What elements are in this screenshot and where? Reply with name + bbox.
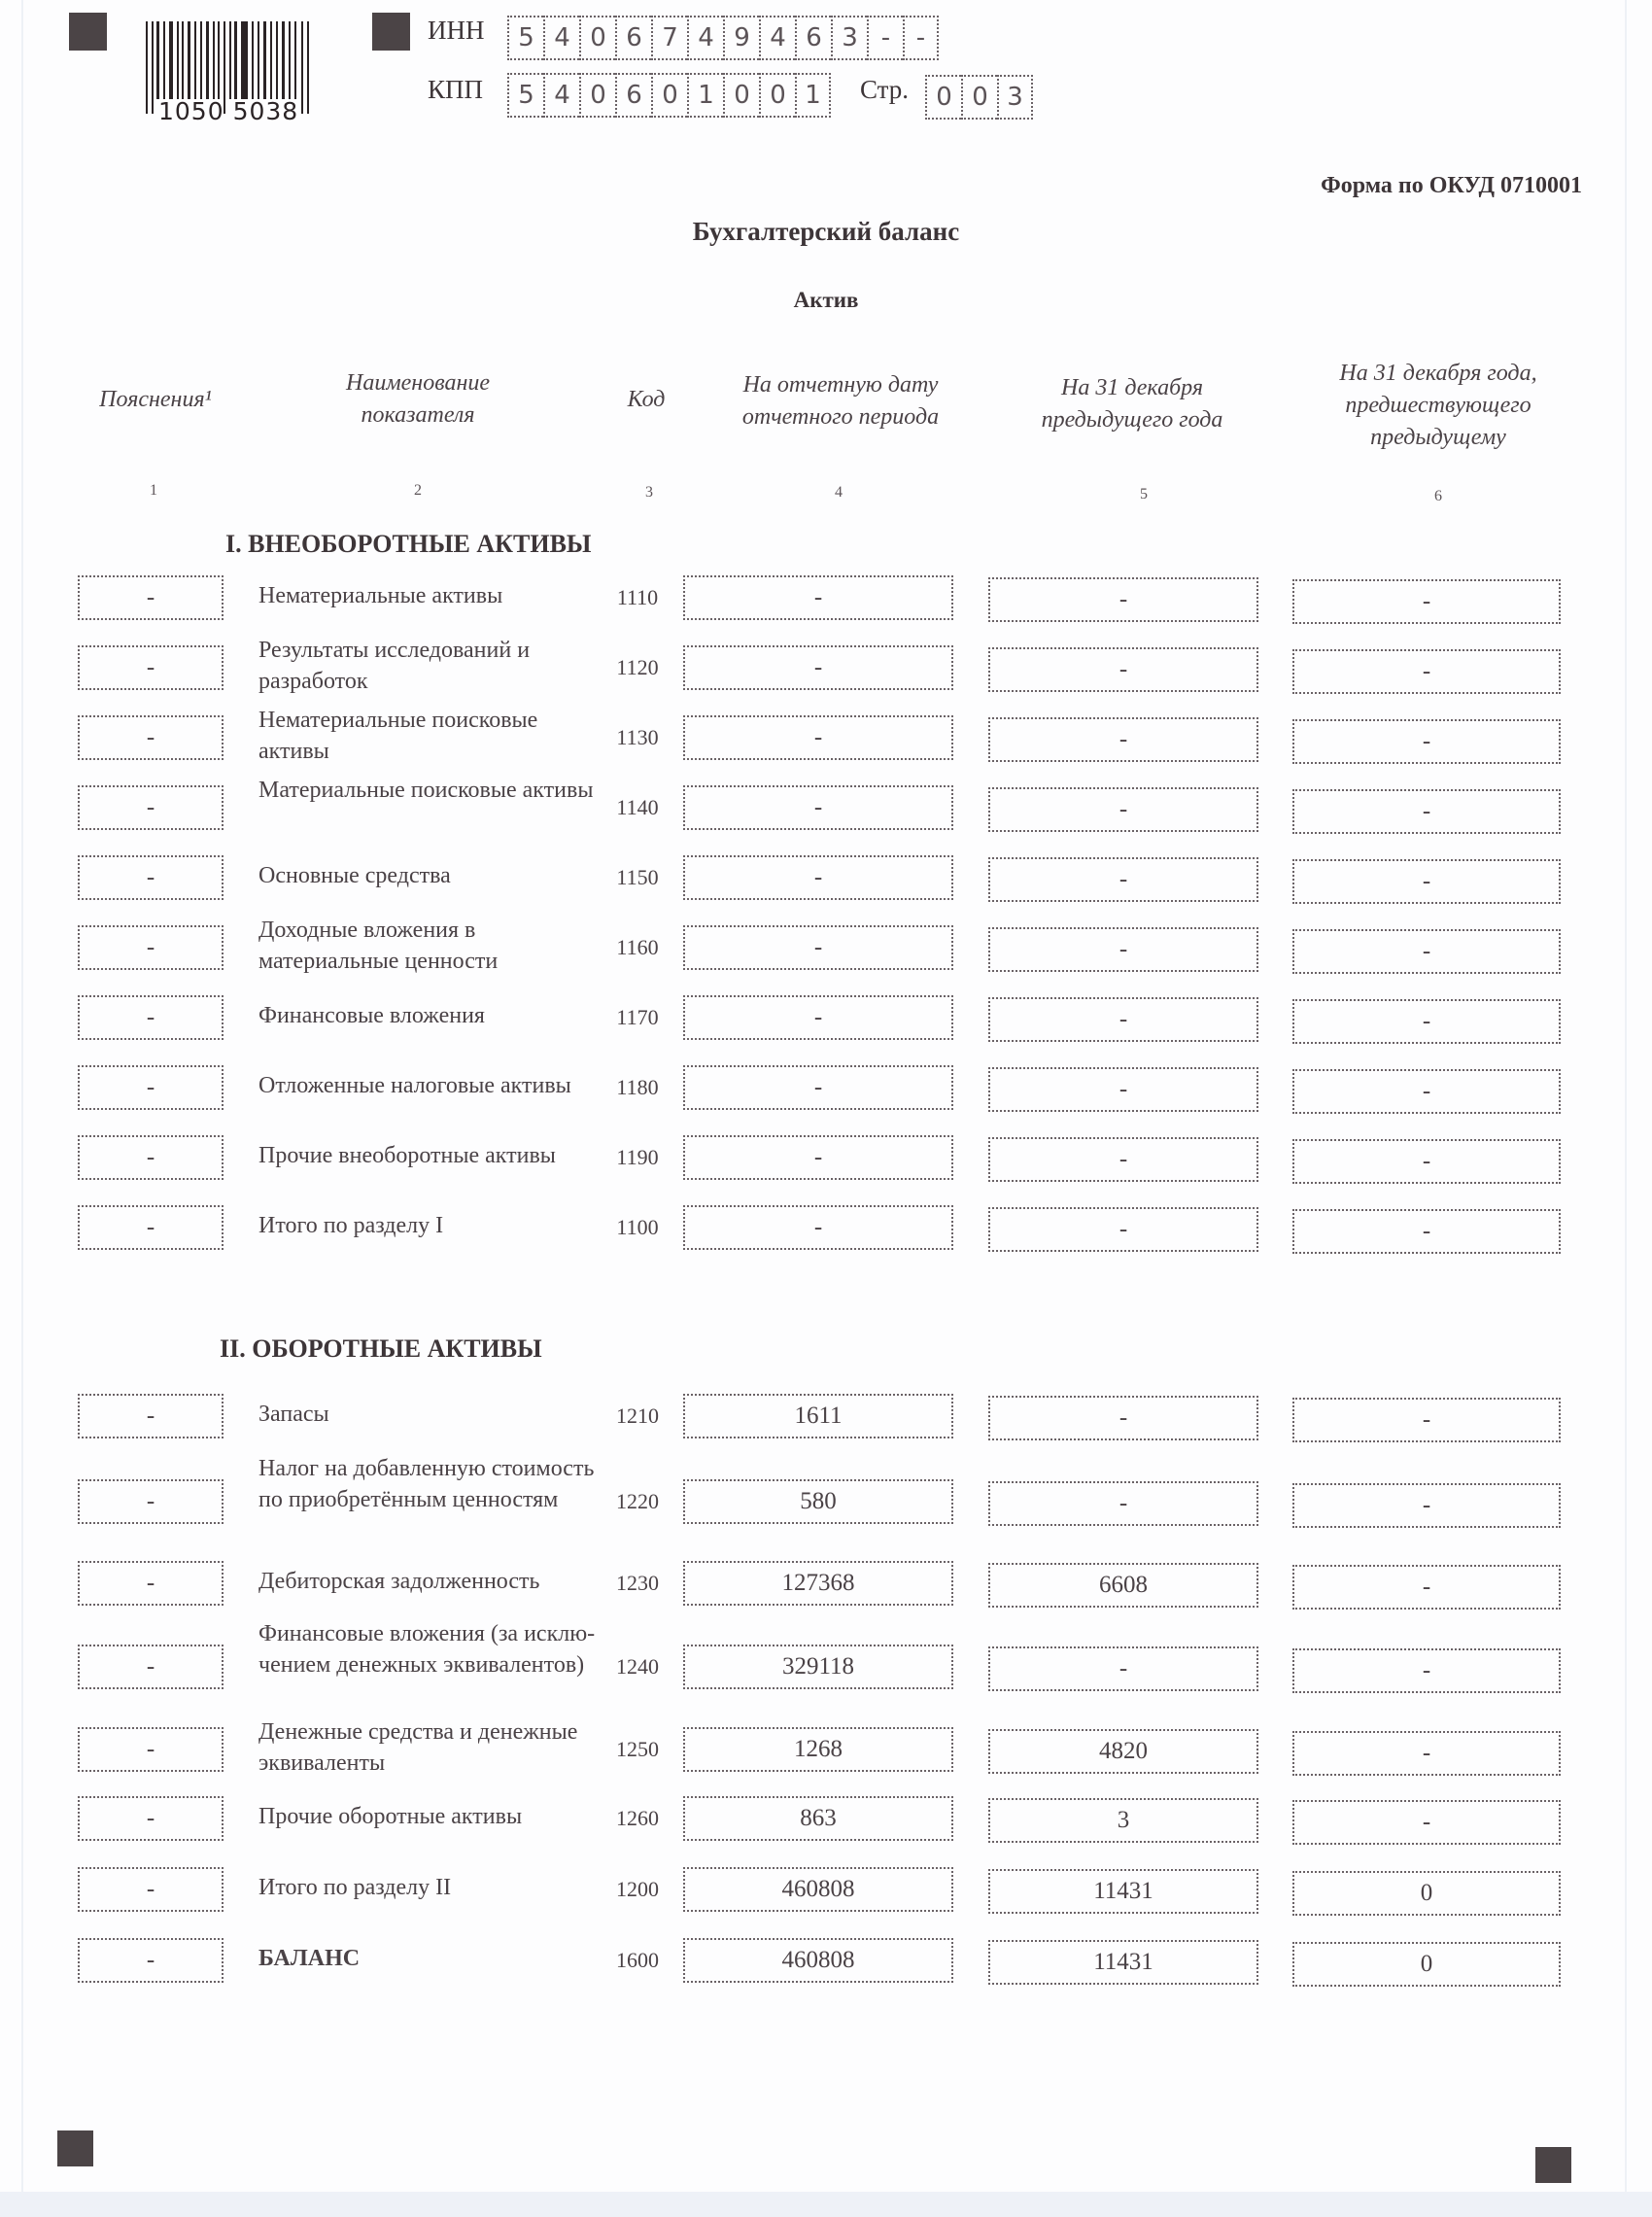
- inn-digit: 7: [651, 16, 687, 60]
- inn-digit: 0: [579, 16, 615, 60]
- page-digit: 0: [961, 75, 997, 120]
- notes-field[interactable]: -: [78, 715, 224, 760]
- indicator-label: Результаты исследований и разработок: [258, 638, 531, 694]
- line-code: 1180: [616, 1075, 659, 1099]
- indicator-label: Запасы: [258, 1402, 329, 1427]
- current-period-value-field[interactable]: -: [683, 575, 953, 620]
- current-period-value-field[interactable]: -: [683, 1065, 953, 1110]
- current-period-value-field[interactable]: -: [683, 1205, 953, 1250]
- prev2-year-value-field[interactable]: -: [1292, 1398, 1561, 1442]
- notes-field[interactable]: -: [78, 1479, 224, 1524]
- column-header-current: На отчетную дату отчетного периода: [741, 372, 940, 430]
- barcode-number: 1050 5038: [158, 97, 299, 125]
- notes-field[interactable]: -: [78, 1867, 224, 1912]
- prev2-year-value-field[interactable]: -: [1292, 999, 1561, 1044]
- section-title-noncurrent-assets: I. ВНЕОБОРОТНЫЕ АКТИВЫ: [225, 530, 592, 558]
- notes-field[interactable]: -: [78, 855, 224, 900]
- page-edge-left: [21, 0, 23, 2217]
- prev-year-value-field[interactable]: -: [988, 577, 1258, 622]
- indicator-label: Прочие оборотные активы: [258, 1804, 523, 1829]
- inn-digit: -: [867, 16, 903, 60]
- prev-year-value-field[interactable]: -: [988, 1646, 1258, 1691]
- notes-field[interactable]: -: [78, 1205, 224, 1250]
- inn-digit: 4: [687, 16, 723, 60]
- indicator-label: Налог на добавленную стоимость по приобретённым ценностям: [258, 1456, 595, 1512]
- page-digit: 0: [925, 75, 961, 120]
- prev-year-value-field[interactable]: -: [988, 1207, 1258, 1252]
- alignment-marker-top-center: [372, 13, 410, 51]
- line-code: 1120: [616, 655, 659, 679]
- kpp-digit: 0: [579, 73, 615, 118]
- alignment-marker-bottom-left: [57, 2130, 93, 2166]
- document-title: Бухгалтерский баланс: [692, 217, 960, 246]
- indicator-label: Прочие внеоборотные активы: [258, 1143, 556, 1168]
- indicator-label: Доходные вложения в материальные ценности: [258, 918, 499, 974]
- prev-year-value-field[interactable]: -: [988, 1396, 1258, 1440]
- kpp-digit: 0: [759, 73, 795, 118]
- page-number-field: [925, 75, 1033, 120]
- prev-year-value-field[interactable]: 6608: [988, 1563, 1258, 1608]
- indicator-label: Денежные средства и денежные эквиваленты: [258, 1719, 578, 1776]
- current-period-value-field[interactable]: 127368: [683, 1561, 953, 1606]
- prev2-year-value-field[interactable]: -: [1292, 649, 1561, 694]
- notes-field[interactable]: -: [78, 1394, 224, 1438]
- prev-year-value-field[interactable]: -: [988, 1067, 1258, 1112]
- prev-year-value-field[interactable]: -: [988, 647, 1258, 692]
- prev-year-value-field[interactable]: -: [988, 787, 1258, 832]
- prev-year-value-field[interactable]: -: [988, 717, 1258, 762]
- prev2-year-value-field[interactable]: -: [1292, 1800, 1561, 1845]
- prev-year-value-field[interactable]: -: [988, 1137, 1258, 1182]
- indicator-label: Итого по разделу II: [258, 1875, 452, 1900]
- current-period-value-field[interactable]: -: [683, 1135, 953, 1180]
- notes-field[interactable]: -: [78, 575, 224, 620]
- prev2-year-value-field[interactable]: -: [1292, 1648, 1561, 1693]
- notes-field[interactable]: -: [78, 1727, 224, 1772]
- notes-field[interactable]: -: [78, 1645, 224, 1689]
- current-period-value-field[interactable]: 329118: [683, 1645, 953, 1689]
- alignment-marker-top-left: [69, 13, 107, 51]
- document-subtitle: Актив: [793, 288, 859, 312]
- current-period-value-field[interactable]: -: [683, 645, 953, 690]
- prev2-year-value-field[interactable]: -: [1292, 929, 1561, 974]
- column-number-3: 3: [645, 484, 653, 501]
- line-code: 1170: [616, 1005, 659, 1029]
- column-number-5: 5: [1140, 486, 1148, 502]
- indicator-label: Итого по разделу I: [258, 1213, 444, 1238]
- prev-year-value-field[interactable]: -: [988, 857, 1258, 902]
- inn-digit: 4: [543, 16, 579, 60]
- column-header-notes: Пояснения¹: [99, 387, 212, 412]
- line-code: 1190: [616, 1145, 659, 1169]
- column-header-code: Код: [627, 387, 666, 412]
- indicator-label: Нематериальные активы: [258, 583, 503, 608]
- indicator-label: Отложенные налоговые активы: [258, 1073, 571, 1098]
- kpp-digit: 0: [651, 73, 687, 118]
- indicator-label: Материальные поисковые активы: [258, 778, 594, 803]
- prev-year-value-field[interactable]: 3: [988, 1798, 1258, 1843]
- prev-year-value-field[interactable]: 11431: [988, 1940, 1258, 1985]
- line-code: 1240: [616, 1654, 659, 1679]
- line-code: 1200: [616, 1877, 659, 1901]
- kpp-digit: 5: [507, 73, 543, 118]
- inn-field: [507, 16, 939, 60]
- current-period-value-field[interactable]: -: [683, 995, 953, 1040]
- prev-year-value-field[interactable]: -: [988, 927, 1258, 972]
- current-period-value-field[interactable]: -: [683, 925, 953, 970]
- inn-label: ИНН: [428, 16, 485, 45]
- prev2-year-value-field[interactable]: -: [1292, 789, 1561, 834]
- inn-digit: 6: [615, 16, 651, 60]
- inn-digit: 6: [795, 16, 831, 60]
- prev2-year-value-field[interactable]: -: [1292, 1209, 1561, 1254]
- column-number-4: 4: [835, 484, 843, 501]
- current-period-value-field[interactable]: -: [683, 715, 953, 760]
- page-digit: 3: [997, 75, 1033, 120]
- column-header-indicator: Наименование показателя: [345, 370, 491, 428]
- prev-year-value-field[interactable]: 4820: [988, 1729, 1258, 1774]
- line-code: 1130: [616, 725, 659, 749]
- column-number-2: 2: [414, 482, 422, 499]
- prev2-year-value-field[interactable]: 0: [1292, 1942, 1561, 1987]
- notes-field[interactable]: -: [78, 1135, 224, 1180]
- column-number-6: 6: [1434, 488, 1442, 504]
- notes-field[interactable]: -: [78, 1796, 224, 1841]
- line-code: 1260: [616, 1806, 659, 1830]
- page-edge-right: [1625, 0, 1627, 2217]
- notes-field[interactable]: -: [78, 1938, 224, 1983]
- kpp-digit: 6: [615, 73, 651, 118]
- prev2-year-value-field[interactable]: -: [1292, 1483, 1561, 1528]
- current-period-value-field[interactable]: 580: [683, 1479, 953, 1524]
- notes-field[interactable]: -: [78, 785, 224, 830]
- inn-digit: 4: [759, 16, 795, 60]
- inn-digit: -: [903, 16, 939, 60]
- line-code: 1250: [616, 1737, 659, 1761]
- line-code: 1600: [616, 1948, 659, 1972]
- line-code: 1230: [616, 1571, 659, 1595]
- line-code: 1210: [616, 1403, 659, 1428]
- line-code: 1100: [616, 1215, 659, 1239]
- current-period-value-field[interactable]: 460808: [683, 1938, 953, 1983]
- inn-digit: 3: [831, 16, 867, 60]
- kpp-digit: 4: [543, 73, 579, 118]
- notes-field[interactable]: -: [78, 1065, 224, 1110]
- notes-field[interactable]: -: [78, 925, 224, 970]
- inn-digit: 9: [723, 16, 759, 60]
- notes-field[interactable]: -: [78, 1561, 224, 1606]
- line-code: 1140: [616, 795, 659, 819]
- prev2-year-value-field[interactable]: -: [1292, 719, 1561, 764]
- section-title-current-assets: II. ОБОРОТНЫЕ АКТИВЫ: [220, 1334, 542, 1363]
- prev-year-value-field[interactable]: 11431: [988, 1869, 1258, 1914]
- page-label: Стр.: [860, 75, 910, 104]
- indicator-label: Финансовые вложения (за исклю- чением денежных эквивалентов): [258, 1621, 596, 1678]
- prev2-year-value-field[interactable]: -: [1292, 579, 1561, 624]
- line-code: 1110: [616, 585, 659, 609]
- kpp-field: [507, 73, 831, 118]
- current-period-value-field[interactable]: 460808: [683, 1867, 953, 1912]
- kpp-digit: 0: [723, 73, 759, 118]
- form-code: Форма по ОКУД 0710001: [1321, 173, 1582, 198]
- current-period-value-field[interactable]: -: [683, 855, 953, 900]
- indicator-label: Основные средства: [258, 863, 451, 888]
- prev2-year-value-field[interactable]: 0: [1292, 1871, 1561, 1916]
- prev2-year-value-field[interactable]: -: [1292, 1069, 1561, 1114]
- notes-field[interactable]: -: [78, 995, 224, 1040]
- line-code: 1220: [616, 1489, 659, 1513]
- line-code: 1150: [616, 865, 659, 889]
- indicator-label: Финансовые вложения: [258, 1003, 485, 1028]
- prev2-year-value-field[interactable]: -: [1292, 1565, 1561, 1610]
- indicator-label: Нематериальные поисковые активы: [258, 708, 538, 764]
- indicator-label: БАЛАНС: [258, 1946, 361, 1971]
- kpp-digit: 1: [795, 73, 831, 118]
- prev-year-value-field[interactable]: -: [988, 997, 1258, 1042]
- scan-bottom-band: [0, 2192, 1652, 2217]
- column-number-1: 1: [150, 482, 157, 499]
- notes-field[interactable]: -: [78, 645, 224, 690]
- column-header-prev-year: На 31 декабря предыдущего года: [1041, 375, 1223, 433]
- inn-digit: 5: [507, 16, 543, 60]
- alignment-marker-bottom-right: [1535, 2147, 1571, 2183]
- column-header-prev2-year: На 31 декабря года, предшествующего предыдущему: [1339, 361, 1537, 450]
- current-period-value-field[interactable]: 863: [683, 1796, 953, 1841]
- current-period-value-field[interactable]: -: [683, 785, 953, 830]
- indicator-label: Дебиторская задолженность: [258, 1569, 540, 1594]
- kpp-digit: 1: [687, 73, 723, 118]
- current-period-value-field[interactable]: 1268: [683, 1727, 953, 1772]
- prev2-year-value-field[interactable]: -: [1292, 1139, 1561, 1184]
- line-code: 1160: [616, 935, 659, 959]
- prev-year-value-field[interactable]: -: [988, 1481, 1258, 1526]
- prev2-year-value-field[interactable]: -: [1292, 1731, 1561, 1776]
- prev2-year-value-field[interactable]: -: [1292, 859, 1561, 904]
- kpp-label: КПП: [428, 75, 484, 104]
- current-period-value-field[interactable]: 1611: [683, 1394, 953, 1438]
